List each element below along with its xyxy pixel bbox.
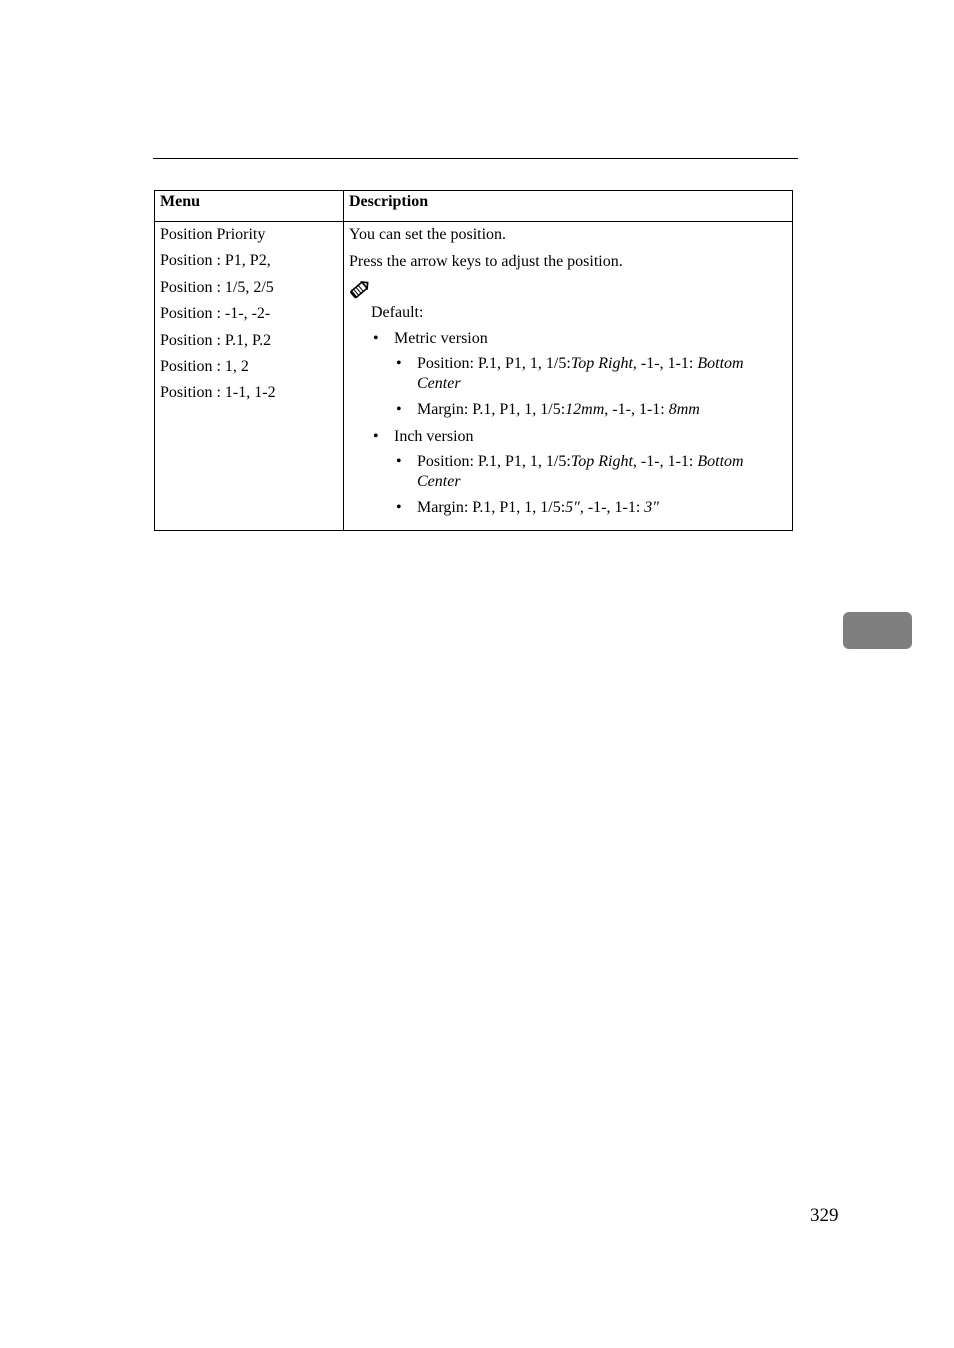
metric-version-label: Metric version bbox=[394, 330, 488, 347]
inch-position-value-2: Bottom Center bbox=[417, 453, 744, 490]
metric-defaults-list bbox=[394, 354, 787, 420]
metric-margin-text-2: , -1-, 1-1: bbox=[604, 401, 669, 418]
inch-position-text-2: , -1-, 1-1: bbox=[632, 453, 698, 470]
version-list bbox=[349, 328, 787, 518]
inch-defaults-list bbox=[394, 452, 787, 518]
menu-item: Position : -1-, -2- bbox=[160, 305, 271, 323]
bullet-icon: • bbox=[373, 330, 379, 347]
inch-margin-value-2: 3″ bbox=[644, 499, 659, 516]
bullet-icon: • bbox=[373, 428, 379, 445]
menu-item: Position : 1/5, 2/5 bbox=[160, 278, 274, 296]
metric-margin-value-2: 8mm bbox=[668, 401, 700, 418]
inch-margin-text: Margin: P.1, P1, 1, 1/5: bbox=[417, 499, 566, 516]
list-item bbox=[394, 354, 787, 394]
inch-position-value: Top Right bbox=[570, 453, 633, 470]
menu-item: Position : P1, P2, bbox=[160, 252, 271, 270]
metric-margin-value: 12mm bbox=[565, 401, 605, 418]
header-rule bbox=[153, 158, 798, 159]
chapter-tab bbox=[843, 612, 912, 649]
metric-position-text-2: , -1-, 1-1: bbox=[632, 355, 698, 372]
inch-margin-text-2: , -1-, 1-1: bbox=[579, 499, 645, 516]
table-row bbox=[155, 222, 793, 531]
pencil-note-icon bbox=[349, 278, 371, 300]
list-item bbox=[394, 498, 787, 518]
bullet-icon: • bbox=[396, 401, 402, 418]
metric-position-value-2: Bottom Center bbox=[417, 355, 744, 392]
metric-position-value: Top Right bbox=[570, 355, 633, 372]
description-line: You can set the position. bbox=[349, 226, 507, 243]
menu-item: Position : 1, 2 bbox=[160, 357, 249, 375]
bullet-icon: • bbox=[396, 453, 402, 470]
table-header-row bbox=[155, 191, 793, 222]
page-number: 329 bbox=[810, 1205, 839, 1226]
list-item bbox=[394, 452, 787, 492]
menu-cell bbox=[155, 222, 344, 531]
bullet-icon: • bbox=[396, 499, 402, 516]
description-cell bbox=[344, 222, 793, 531]
inch-margin-value: 5″ bbox=[565, 499, 580, 516]
menu-item: Position Priority bbox=[160, 226, 266, 243]
description-column-header: Description bbox=[344, 191, 793, 222]
list-item-metric bbox=[349, 328, 787, 420]
metric-margin-text: Margin: P.1, P1, 1, 1/5: bbox=[417, 401, 566, 418]
description-line: Press the arrow keys to adjust the position. bbox=[349, 253, 623, 270]
list-item-inch bbox=[349, 426, 787, 518]
metric-position-text: Position: P.1, P1, 1, 1/5: bbox=[417, 355, 571, 372]
bullet-icon: • bbox=[396, 355, 402, 372]
menu-description-table bbox=[154, 190, 793, 531]
default-label: Default: bbox=[371, 304, 424, 321]
inch-version-label: Inch version bbox=[394, 428, 474, 445]
list-item bbox=[394, 400, 787, 420]
menu-item: Position : P.1, P.2 bbox=[160, 331, 272, 349]
menu-column-header: Menu bbox=[155, 191, 344, 222]
inch-position-text: Position: P.1, P1, 1, 1/5: bbox=[417, 453, 571, 470]
menu-item: Position : 1-1, 1-2 bbox=[160, 384, 276, 402]
